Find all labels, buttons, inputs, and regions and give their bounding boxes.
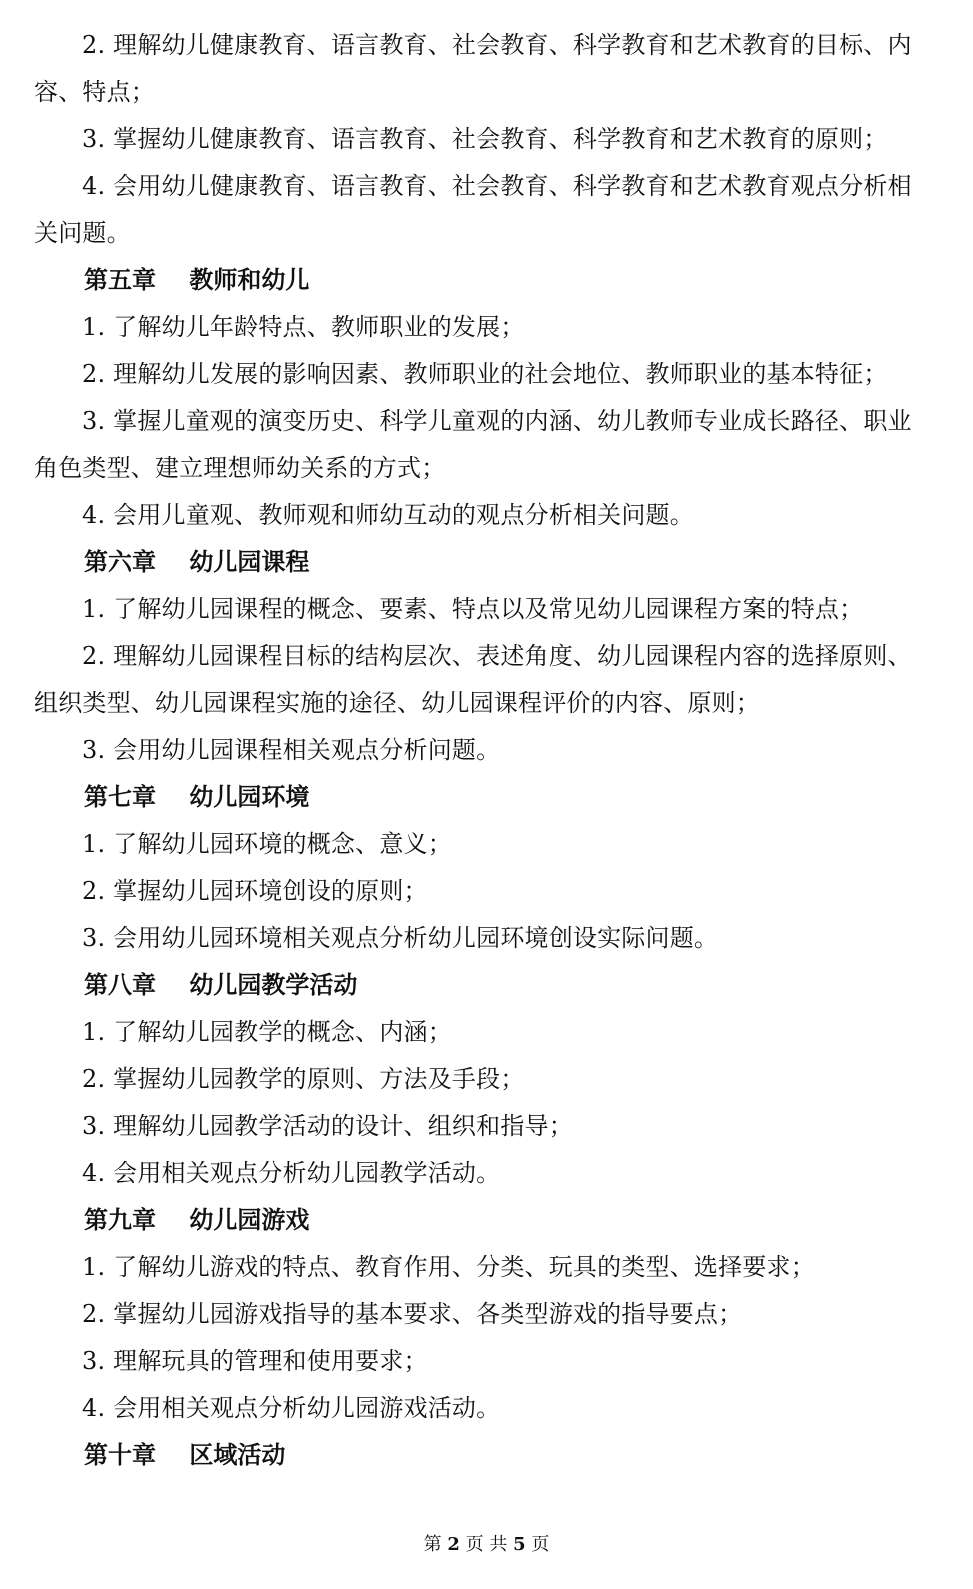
list-item: 1. 了解幼儿园教学的概念、内涵； bbox=[82, 1018, 452, 1046]
footer-prefix: 第 bbox=[423, 1534, 442, 1555]
chapter-heading: 第六章 幼儿园课程 bbox=[84, 548, 310, 576]
chapter-heading: 第十章 区域活动 bbox=[84, 1441, 286, 1469]
list-item: 2. 掌握幼儿园游戏指导的基本要求、各类型游戏的指导要点； bbox=[82, 1300, 743, 1328]
list-item: 3. 掌握幼儿健康教育、语言教育、社会教育、科学教育和艺术教育的原则； bbox=[82, 125, 888, 153]
list-item: 4. 会用相关观点分析幼儿园游戏活动。 bbox=[82, 1394, 501, 1422]
list-item: 2. 理解幼儿发展的影响因素、教师职业的社会地位、教师职业的基本特征； bbox=[82, 360, 888, 388]
page-content bbox=[34, 22, 934, 1479]
footer-middle: 页 共 bbox=[465, 1534, 508, 1555]
list-item: 2. 掌握幼儿园环境创设的原则； bbox=[82, 877, 428, 905]
list-item: 2. 理解幼儿园课程目标的结构层次、表述角度、幼儿园课程内容的选择原则、组织类型、幼儿园课程实施的途径、幼儿园课程评价的内容、原则； bbox=[34, 642, 912, 717]
chapter-heading: 第五章 教师和幼儿 bbox=[84, 266, 310, 294]
list-item: 3. 理解幼儿园教学活动的设计、组织和指导； bbox=[82, 1112, 573, 1140]
list-item: 3. 会用幼儿园课程相关观点分析问题。 bbox=[82, 736, 501, 764]
list-item: 1. 了解幼儿园环境的概念、意义； bbox=[82, 830, 452, 858]
list-item: 4. 会用幼儿健康教育、语言教育、社会教育、科学教育和艺术教育观点分析相关问题。 bbox=[34, 172, 912, 247]
list-item: 3. 掌握儿童观的演变历史、科学儿童观的内涵、幼儿教师专业成长路径、职业角色类型、建立理想师幼关系的方式； bbox=[34, 407, 912, 482]
page-footer bbox=[0, 1533, 973, 1557]
list-item: 4. 会用儿童观、教师观和师幼互动的观点分析相关问题。 bbox=[82, 501, 694, 529]
list-item: 1. 了解幼儿游戏的特点、教育作用、分类、玩具的类型、选择要求； bbox=[82, 1253, 815, 1281]
list-item: 2. 掌握幼儿园教学的原则、方法及手段； bbox=[82, 1065, 525, 1093]
list-item: 1. 了解幼儿园课程的概念、要素、特点以及常见幼儿园课程方案的特点； bbox=[82, 595, 864, 623]
list-item: 3. 会用幼儿园环境相关观点分析幼儿园环境创设实际问题。 bbox=[82, 924, 719, 952]
list-item: 2. 理解幼儿健康教育、语言教育、社会教育、科学教育和艺术教育的目标、内容、特点； bbox=[34, 31, 912, 106]
chapter-heading: 第八章 幼儿园教学活动 bbox=[84, 971, 358, 999]
chapter-heading: 第九章 幼儿园游戏 bbox=[84, 1206, 310, 1234]
list-item: 3. 理解玩具的管理和使用要求； bbox=[82, 1347, 428, 1375]
chapter-heading: 第七章 幼儿园环境 bbox=[84, 783, 310, 811]
total-pages-number: 5 bbox=[513, 1534, 526, 1555]
list-item: 4. 会用相关观点分析幼儿园教学活动。 bbox=[82, 1159, 501, 1187]
list-item: 1. 了解幼儿年龄特点、教师职业的发展； bbox=[82, 313, 525, 341]
footer-suffix: 页 bbox=[531, 1534, 550, 1555]
current-page-number: 2 bbox=[447, 1534, 460, 1555]
